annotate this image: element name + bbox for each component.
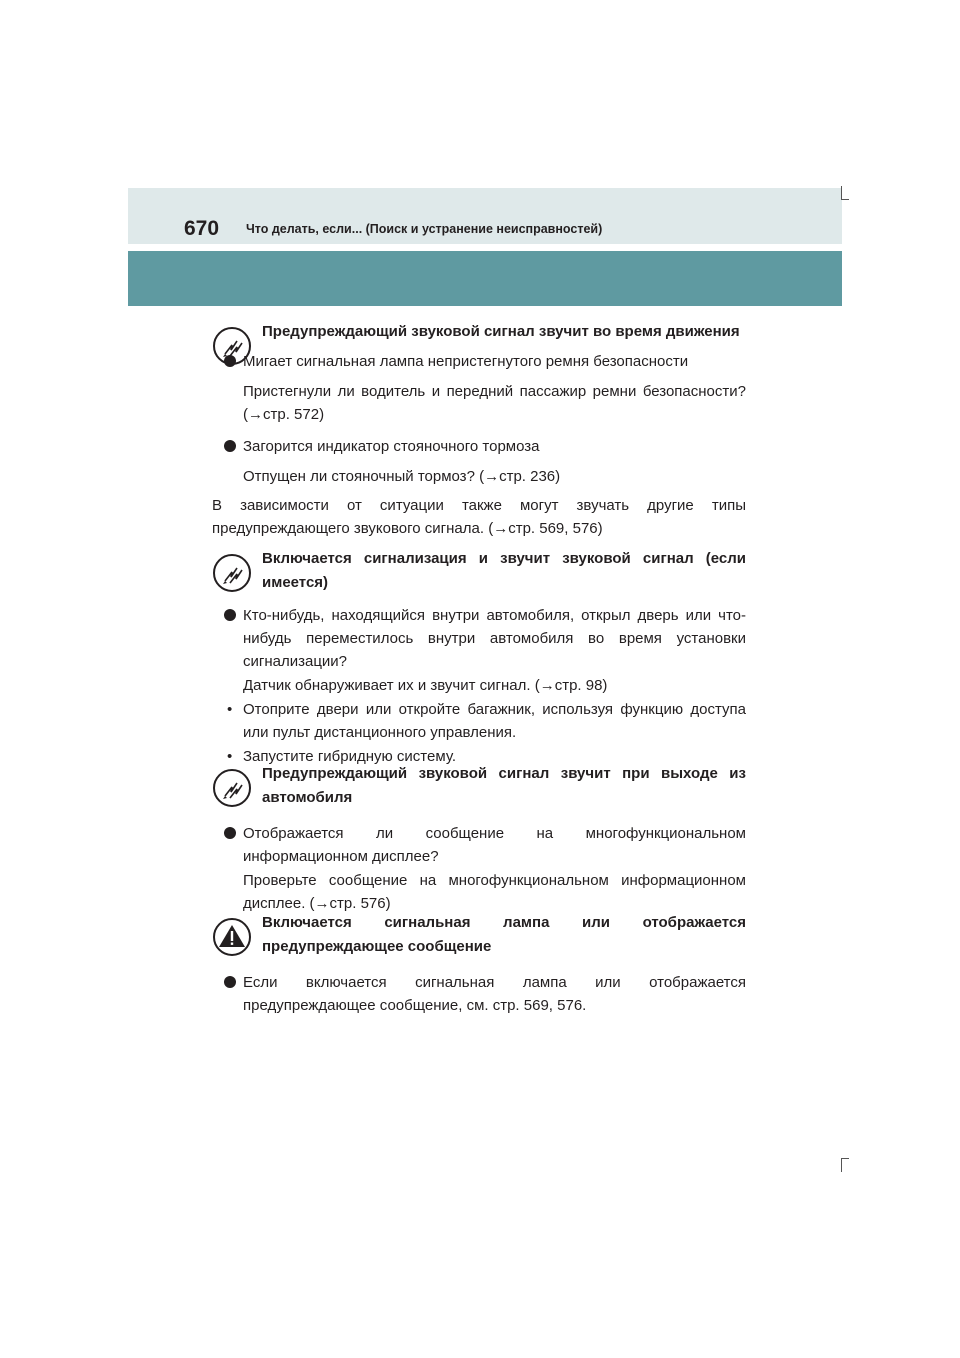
crop-mark-bottom bbox=[841, 1158, 842, 1172]
section-warning-light bbox=[212, 911, 746, 1017]
alert-sound-icon bbox=[212, 553, 252, 593]
bullet-dot bbox=[224, 440, 236, 452]
item-detail: Пристегнули ли водитель и передний пассажир ремни безопасности? (→стр. 572) bbox=[243, 383, 746, 423]
section-heading bbox=[212, 762, 746, 810]
item-text: Если включается сигнальная лампа или отображается предупреждающее сообщение, см. стр. 569, 576. bbox=[243, 974, 746, 1014]
item-detail: Проверьте сообщение на многофункциональном информационном дисплее. (→стр. 576) bbox=[243, 872, 746, 912]
list-item bbox=[212, 350, 746, 373]
bullet-dot bbox=[224, 827, 236, 839]
section-heading-text: Предупреждающий звуковой сигнал звучит при выходе из автомобиля bbox=[262, 765, 746, 806]
crop-mark-bottom-h bbox=[841, 1158, 849, 1159]
bullet-mark: • bbox=[227, 701, 233, 718]
list-item bbox=[212, 822, 746, 868]
section-heading bbox=[212, 547, 746, 595]
section-heading-text: Включается сигнализация и звучит звуковой сигнал (если имеется) bbox=[262, 550, 746, 591]
item-text: Загорится индикатор стояночного тормоза bbox=[243, 438, 540, 455]
item-text: Отображается ли сообщение на многофункциональном информационном дисплее? bbox=[243, 825, 746, 865]
section-heading-text: Предупреждающий звуковой сигнал звучит во время движения bbox=[262, 323, 740, 340]
section-alarm-system bbox=[212, 547, 746, 768]
bullet-dot bbox=[224, 976, 236, 988]
item-detail: Отпущен ли стояночный тормоз? (→стр. 236) bbox=[243, 468, 561, 485]
section-heading bbox=[212, 320, 746, 344]
bullet-dot bbox=[224, 355, 236, 367]
list-item bbox=[212, 435, 746, 458]
crop-mark-top-h bbox=[841, 199, 849, 200]
bullet-mark: • bbox=[227, 748, 233, 765]
list-item bbox=[212, 971, 746, 1017]
bullet-dot bbox=[224, 609, 236, 621]
warning-triangle-icon bbox=[212, 917, 252, 957]
item-text: Мигает сигнальная лампа непристегнутого ремня безопасности bbox=[243, 353, 689, 370]
section-heading bbox=[212, 911, 746, 959]
item-text: Кто-нибудь, находящийся внутри автомобиля, открыл дверь или что-нибудь переместилось внутри автомобиля во время установки сигнализации? bbox=[243, 607, 746, 670]
section-note: В зависимости от ситуации также могут звучать другие типы предупреждающего звукового сигнала. (→стр. 569, 576) bbox=[212, 497, 746, 537]
alert-sound-icon bbox=[212, 768, 252, 808]
page-number: 670 bbox=[184, 217, 220, 240]
bullet-text: Отоприте двери или откройте багажник, используя функцию доступа или пульт дистанционного управления. bbox=[243, 701, 746, 741]
list-bullet bbox=[212, 698, 746, 744]
crop-mark-top bbox=[841, 186, 842, 200]
section-driving-alarm bbox=[212, 320, 746, 540]
section-banner bbox=[128, 251, 842, 306]
section-exit-alarm bbox=[212, 762, 746, 915]
item-detail: Датчик обнаруживает их и звучит сигнал. (→стр. 98) bbox=[243, 677, 608, 694]
chapter-title: Что делать, если... (Поиск и устранение неисправностей) bbox=[246, 222, 603, 236]
bullet-text: Запустите гибридную систему. bbox=[243, 748, 457, 765]
section-heading-text: Включается сигнальная лампа или отображается предупреждающее сообщение bbox=[262, 914, 746, 955]
list-item bbox=[212, 604, 746, 673]
